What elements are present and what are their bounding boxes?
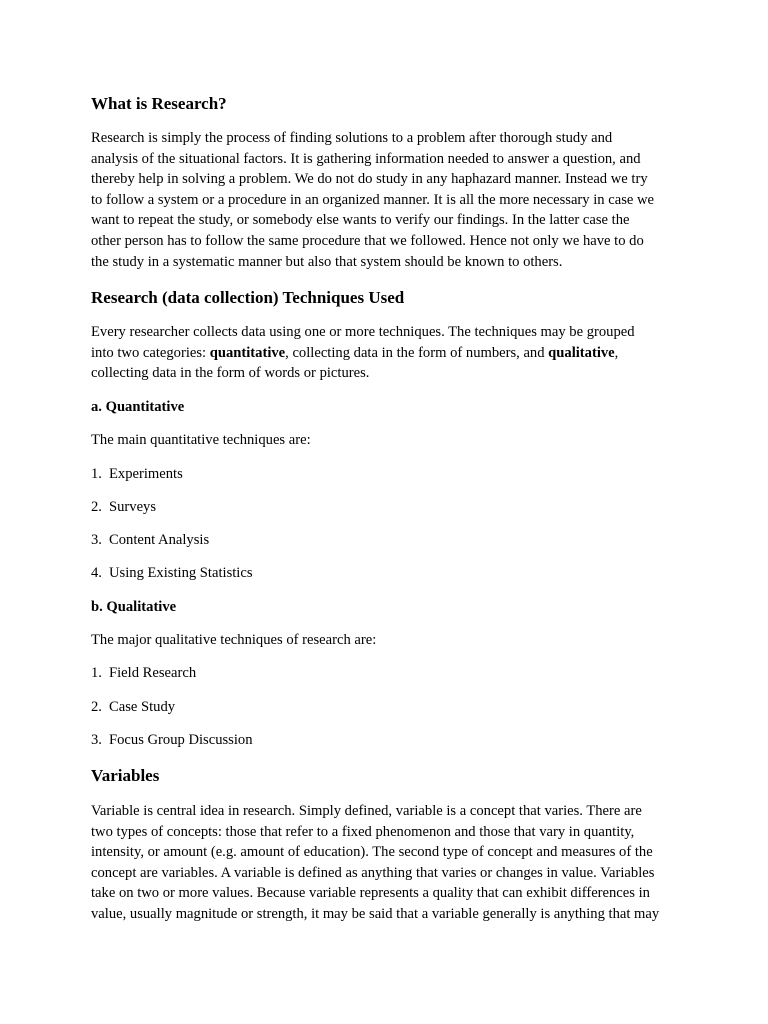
- list-number: 3.: [91, 732, 102, 748]
- text-run: , collecting data in the form of numbers, and: [285, 344, 549, 361]
- subheading-qualitative: b. Qualitative: [91, 599, 177, 615]
- text-line: Research is simply the process of finding solutions to a problem after thorough study and: [91, 130, 613, 146]
- text-run: into two categories:: [91, 344, 210, 361]
- text-line: two types of concepts: those that refer to a fixed phenomenon and those that vary in quantity,: [91, 823, 635, 840]
- text-line: concept are variables. A variable is defined as anything that varies or changes in value. Variables: [91, 864, 655, 881]
- heading-variables: Variables: [91, 766, 160, 785]
- text-line: to follow a system or a procedure in an organized manner. It is all the more necessary in case we: [91, 191, 655, 208]
- list-item-text: Focus Group Discussion: [109, 732, 253, 748]
- text-line: want to repeat the study, or somebody else wants to verify our findings. In the latter case the: [91, 212, 630, 229]
- text-line: value, usually magnitude or strength, it may be said that a variable generally is anything that may: [91, 905, 660, 922]
- list-item: [91, 697, 175, 717]
- bold-term-quantitative: quantitative: [209, 344, 286, 361]
- text-line: the study in a systematic manner but also that system should be known to others.: [91, 253, 563, 270]
- paragraph-research-definition: [91, 128, 681, 272]
- heading-what-is-research: What is Research?: [91, 94, 227, 113]
- list-item: [91, 730, 253, 750]
- list-number: 2.: [91, 699, 102, 715]
- list-number: 1.: [91, 466, 102, 482]
- list-item-text: Content Analysis: [109, 532, 210, 548]
- list-number: 2.: [91, 499, 102, 515]
- list-item-text: Using Existing Statistics: [109, 565, 253, 581]
- text-line: analysis of the situational factors. It is gathering information needed to answer a question, and: [91, 150, 641, 167]
- subheading-quantitative: a. Quantitative: [91, 399, 185, 415]
- list-item: [91, 464, 183, 484]
- text-line: Variable is central idea in research. Simply defined, variable is a concept that varies. There are: [91, 803, 642, 819]
- quantitative-intro: The main quantitative techniques are:: [91, 432, 311, 448]
- list-item-text: Case Study: [109, 699, 176, 715]
- text-line: collecting data in the form of words or pictures.: [91, 365, 370, 382]
- bold-term-qualitative: qualitative: [548, 344, 615, 361]
- text-line: take on two or more values. Because variable represents a quality that can exhibit differences in: [91, 885, 650, 902]
- list-number: 4.: [91, 565, 102, 581]
- heading-research-techniques: Research (data collection) Techniques Used: [91, 288, 405, 307]
- text-run: ,: [614, 344, 619, 361]
- paragraph-techniques-intro: [91, 322, 681, 384]
- text-line: thereby help in solving a problem. We do not do study in any haphazard manner. Instead we try: [91, 171, 648, 188]
- list-number: 3.: [91, 532, 102, 548]
- text-line: intensity, or amount (e.g. amount of education). The second type of concept and measures of the: [91, 844, 653, 861]
- list-number: 1.: [91, 665, 102, 681]
- paragraph-variables: [91, 801, 681, 925]
- list-item-text: Experiments: [109, 466, 183, 482]
- list-item: [91, 497, 156, 517]
- text-line: [91, 343, 681, 364]
- list-item-text: Field Research: [109, 665, 197, 681]
- list-item: [91, 530, 209, 550]
- list-item: [91, 663, 196, 683]
- text-line: other person has to follow the same procedure that we followed. Hence not only we have to do: [91, 232, 644, 249]
- list-item: [91, 563, 253, 583]
- list-item-text: Surveys: [109, 499, 157, 515]
- qualitative-intro: The major qualitative techniques of research are:: [91, 632, 377, 648]
- text-line: Every researcher collects data using one or more techniques. The techniques may be grouped: [91, 324, 635, 340]
